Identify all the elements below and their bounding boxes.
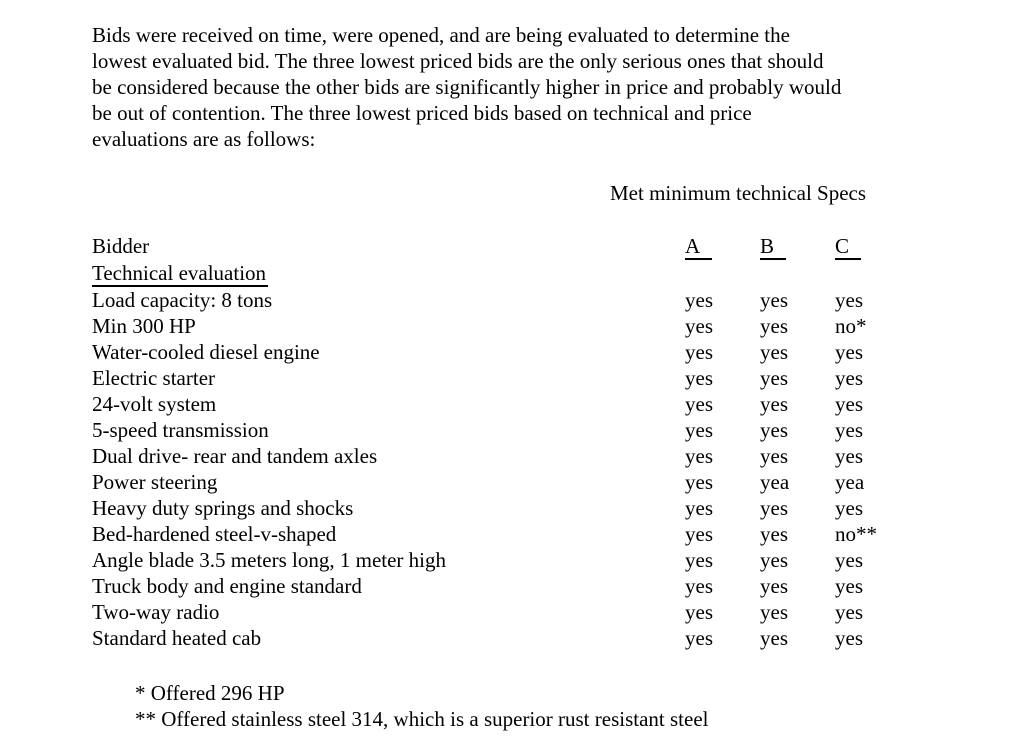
row-label: Dual drive- rear and tandem axles <box>92 444 378 468</box>
evaluation-table-body <box>92 287 914 651</box>
value-c: yes <box>835 444 863 468</box>
value-b: yes <box>760 392 788 416</box>
value-c: yes <box>835 600 863 624</box>
paragraph-line: Bids were received on time, were opened, and are being evaluated to determine the <box>92 23 790 47</box>
bidder-label: Bidder <box>92 234 150 258</box>
table-row <box>92 287 914 313</box>
row-label: Angle blade 3.5 meters long, 1 meter high <box>92 548 446 572</box>
table-row <box>92 469 914 495</box>
intro-paragraph <box>92 22 1024 152</box>
value-a: yes <box>685 444 713 468</box>
table-row <box>92 443 914 469</box>
value-c: no* <box>835 314 867 338</box>
value-a: yes <box>685 496 713 520</box>
value-b: yes <box>760 548 788 572</box>
value-a: yes <box>685 288 713 312</box>
table-row <box>92 547 914 573</box>
value-a: yes <box>685 366 713 390</box>
row-label: Bed-hardened steel-v-shaped <box>92 522 337 546</box>
table-row <box>92 339 914 365</box>
table-row <box>92 495 914 521</box>
value-c: yes <box>835 392 863 416</box>
value-a: yes <box>685 626 713 650</box>
row-label: Heavy duty springs and shocks <box>92 496 354 520</box>
value-c: yes <box>835 340 863 364</box>
value-c: yes <box>835 626 863 650</box>
value-b: yes <box>760 288 788 312</box>
column-header-a: A <box>685 233 760 260</box>
value-c: yes <box>835 418 863 442</box>
value-a: yes <box>685 418 713 442</box>
value-b: yes <box>760 314 788 338</box>
value-b: yes <box>760 366 788 390</box>
row-label: Truck body and engine standard <box>92 574 362 598</box>
value-a: yes <box>685 548 713 572</box>
row-label: Water-cooled diesel engine <box>92 340 320 364</box>
table-row <box>92 625 914 651</box>
paragraph-line: evaluations are as follows: <box>92 127 316 151</box>
value-a: yes <box>685 600 713 624</box>
section-title: Technical evaluation <box>92 261 267 285</box>
section-header-row <box>92 260 914 287</box>
paragraph-line: be out of contention. The three lowest priced bids based on technical and price <box>92 101 752 125</box>
value-a: yes <box>685 522 713 546</box>
table-row <box>92 417 914 443</box>
row-label: Power steering <box>92 470 218 494</box>
value-b: yes <box>760 626 788 650</box>
value-a: yes <box>685 470 713 494</box>
column-header-c: C <box>835 233 914 260</box>
value-a: yes <box>685 574 713 598</box>
footnotes <box>135 680 1024 732</box>
specs-group-header: Met minimum technical Specs <box>610 181 867 205</box>
paragraph-line: be considered because the other bids are significantly higher in price and probably would <box>92 75 842 99</box>
row-label: 24-volt system <box>92 392 217 416</box>
value-b: yes <box>760 444 788 468</box>
table-row <box>92 365 914 391</box>
value-b: yes <box>760 600 788 624</box>
row-label: 5-speed transmission <box>92 418 269 442</box>
value-b: yes <box>760 522 788 546</box>
value-b: yea <box>760 470 790 494</box>
value-b: yes <box>760 574 788 598</box>
value-c: yes <box>835 496 863 520</box>
value-b: yes <box>760 418 788 442</box>
table-row <box>92 573 914 599</box>
value-c: yes <box>835 288 863 312</box>
row-label: Two-way radio <box>92 600 220 624</box>
column-header-b: B <box>760 233 835 260</box>
table-header-row <box>92 233 914 260</box>
row-label: Load capacity: 8 tons <box>92 288 273 312</box>
table-row <box>92 313 914 339</box>
value-a: yes <box>685 392 713 416</box>
value-b: yes <box>760 340 788 364</box>
row-label: Standard heated cab <box>92 626 262 650</box>
footnote: * Offered 296 HP <box>135 681 285 705</box>
table-row <box>92 521 914 547</box>
table-row <box>92 391 914 417</box>
value-a: yes <box>685 340 713 364</box>
value-c: yea <box>835 470 865 494</box>
row-label: Electric starter <box>92 366 216 390</box>
value-b: yes <box>760 496 788 520</box>
value-c: yes <box>835 366 863 390</box>
value-c: no** <box>835 522 877 546</box>
paragraph-line: lowest evaluated bid. The three lowest priced bids are the only serious ones that should <box>92 49 824 73</box>
row-label: Min 300 HP <box>92 314 196 338</box>
value-a: yes <box>685 314 713 338</box>
footnote: ** Offered stainless steel 314, which is a superior rust resistant steel <box>135 707 709 731</box>
value-c: yes <box>835 574 863 598</box>
table-row <box>92 599 914 625</box>
value-c: yes <box>835 548 863 572</box>
evaluation-table <box>92 233 914 651</box>
